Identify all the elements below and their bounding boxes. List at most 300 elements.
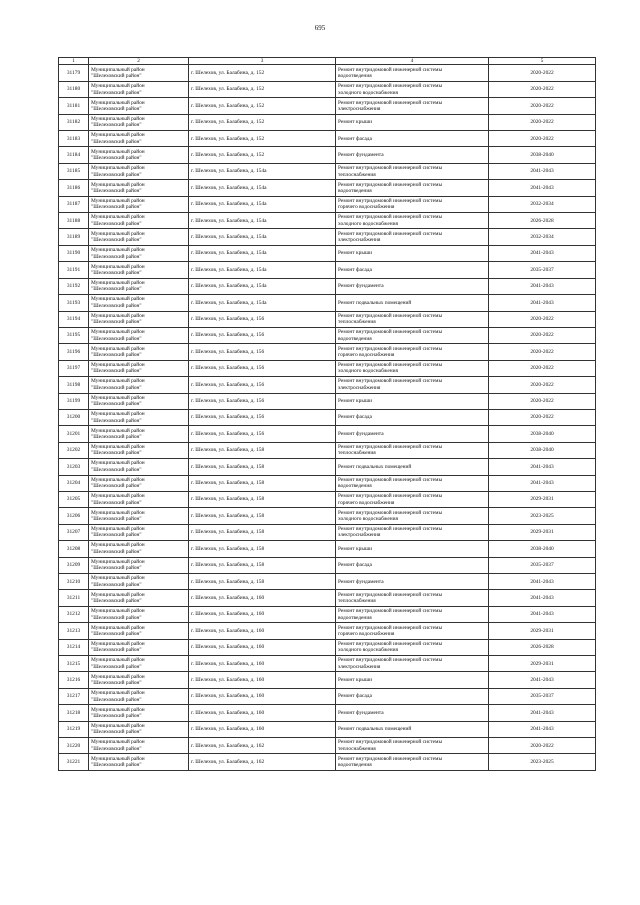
municipality-line: "Шелеховский район" [91, 253, 142, 260]
table-row [59, 196, 596, 212]
row-number-cell: 31190 [59, 245, 89, 261]
address-cell: г. Шелехов, ул. Балабина, д. 160 [189, 639, 336, 655]
work-type-line: водоотведения [338, 335, 372, 342]
work-type-cell [336, 606, 489, 622]
row-number-cell: 31186 [59, 180, 89, 196]
work-type-line: Ремонт подвальных помещений [338, 726, 412, 733]
municipality-cell [89, 574, 189, 590]
period-cell: 2020-2022 [489, 738, 596, 754]
work-type-cell [336, 311, 489, 327]
municipality-line: "Шелеховский район" [91, 630, 142, 637]
municipality-cell [89, 311, 189, 327]
municipality-line: Муниципальный район [91, 329, 145, 336]
address-cell: г. Шелехов, ул. Балабина, д. 152 [189, 98, 336, 114]
work-type-line: Ремонт внутридомовой инженерной системы [338, 378, 443, 385]
work-type-line: теплоснабжения [338, 319, 376, 326]
work-type-line: электроснабжения [338, 237, 381, 244]
column-header: 4 [336, 58, 489, 65]
municipality-cell [89, 409, 189, 425]
row-number-cell: 31210 [59, 574, 89, 590]
municipality-line: "Шелеховский район" [91, 105, 142, 112]
address-cell: г. Шелехов, ул. Балабина, д. 152 [189, 114, 336, 130]
page-number: 695 [314, 24, 326, 32]
table-row [59, 426, 596, 442]
row-number-cell: 31211 [59, 590, 89, 606]
work-type-cell [336, 688, 489, 704]
municipality-cell [89, 327, 189, 343]
work-type-cell [336, 98, 489, 114]
period-cell: 2020-2022 [489, 65, 596, 81]
period-cell: 2026-2028 [489, 213, 596, 229]
work-type-cell [336, 229, 489, 245]
municipality-cell [89, 721, 189, 737]
address-cell: г. Шелехов, ул. Балабина, д. 156 [189, 409, 336, 425]
row-number-cell: 31218 [59, 705, 89, 721]
municipality-line: Муниципальный район [91, 132, 145, 139]
municipality-line: Муниципальный район [91, 558, 145, 565]
municipality-line: Муниципальный район [91, 706, 145, 713]
row-number-cell: 31179 [59, 65, 89, 81]
table-row [59, 590, 596, 606]
work-type-line: Ремонт внутридомовой инженерной системы [338, 755, 443, 762]
address-cell: г. Шелехов, ул. Балабина, д. 154а [189, 229, 336, 245]
municipality-cell [89, 639, 189, 655]
work-type-line: холодного водоснабжения [338, 516, 398, 523]
period-cell: 2041-2043 [489, 721, 596, 737]
work-type-cell [336, 524, 489, 540]
period-cell: 2020-2022 [489, 344, 596, 360]
work-type-cell [336, 459, 489, 475]
municipality-cell [89, 656, 189, 672]
municipality-line: Муниципальный район [91, 345, 145, 352]
municipality-cell [89, 606, 189, 622]
row-number-cell: 31182 [59, 114, 89, 130]
table-row [59, 508, 596, 524]
work-type-line: Ремонт крыши [338, 398, 372, 405]
work-type-line: Ремонт внутридомовой инженерной системы [338, 509, 443, 516]
municipality-line: "Шелеховский район" [91, 712, 142, 719]
municipality-line: "Шелеховский район" [91, 286, 142, 293]
municipality-line: "Шелеховский район" [91, 745, 142, 752]
municipality-line: Муниципальный район [91, 460, 145, 467]
row-number-cell: 31221 [59, 754, 89, 770]
table-row [59, 574, 596, 590]
work-type-cell [336, 590, 489, 606]
address-cell: г. Шелехов, ул. Балабина, д. 160 [189, 721, 336, 737]
municipality-line: "Шелеховский район" [91, 647, 142, 654]
work-type-cell [336, 754, 489, 770]
municipality-cell [89, 147, 189, 163]
municipality-line: Муниципальный район [91, 197, 145, 204]
work-type-line: водоотведения [338, 483, 372, 490]
table-row [59, 524, 596, 540]
municipality-cell [89, 229, 189, 245]
row-number-cell: 31205 [59, 491, 89, 507]
table-row [59, 131, 596, 147]
work-type-cell [336, 344, 489, 360]
work-type-line: Ремонт фасада [338, 266, 372, 273]
period-cell: 2020-2022 [489, 327, 596, 343]
row-number-cell: 31215 [59, 656, 89, 672]
table-row [59, 377, 596, 393]
municipality-cell [89, 360, 189, 376]
address-cell: г. Шелехов, ул. Балабина, д. 154а [189, 262, 336, 278]
municipality-line: "Шелеховский район" [91, 352, 142, 359]
table-row [59, 623, 596, 639]
row-number-cell: 31212 [59, 606, 89, 622]
work-type-line: горячего водоснабжения [338, 499, 395, 506]
work-type-cell [336, 327, 489, 343]
municipality-cell [89, 491, 189, 507]
row-number-cell: 31191 [59, 262, 89, 278]
row-number-cell: 31200 [59, 409, 89, 425]
table-row [59, 459, 596, 475]
period-cell: 2041-2043 [489, 278, 596, 294]
work-type-line: теплоснабжения [338, 450, 376, 457]
municipality-line: "Шелеховский район" [91, 335, 142, 342]
municipality-line: "Шелеховский район" [91, 499, 142, 506]
work-type-line: Ремонт фундамента [338, 430, 384, 437]
work-type-cell [336, 278, 489, 294]
table-header-row [59, 58, 596, 65]
work-type-line: Ремонт крыши [338, 119, 372, 126]
municipality-line: Муниципальный район [91, 427, 145, 434]
work-type-cell [336, 623, 489, 639]
row-number-cell: 31193 [59, 295, 89, 311]
municipality-line: Муниципальный район [91, 214, 145, 221]
municipality-line: Муниципальный район [91, 526, 145, 533]
row-number-cell: 31217 [59, 688, 89, 704]
municipality-line: "Шелеховский район" [91, 401, 142, 408]
table-row [59, 491, 596, 507]
work-type-line: Ремонт внутридомовой инженерной системы [338, 66, 443, 73]
municipality-line: Муниципальный район [91, 755, 145, 762]
municipality-line: Муниципальный район [91, 247, 145, 254]
work-type-line: горячего водоснабжения [338, 352, 395, 359]
row-number-cell: 31184 [59, 147, 89, 163]
municipality-line: "Шелеховский район" [91, 89, 142, 96]
municipality-cell [89, 426, 189, 442]
municipality-line: Муниципальный район [91, 542, 145, 549]
municipality-line: "Шелеховский район" [91, 302, 142, 309]
address-cell: г. Шелехов, ул. Балабина, д. 160 [189, 623, 336, 639]
work-type-line: Ремонт крыши [338, 250, 372, 257]
municipality-line: Муниципальный район [91, 722, 145, 729]
municipality-line: "Шелеховский район" [91, 450, 142, 457]
period-cell: 2041-2043 [489, 475, 596, 491]
period-cell: 2023-2025 [489, 508, 596, 524]
work-type-line: электроснабжения [338, 105, 381, 112]
period-cell: 2020-2022 [489, 377, 596, 393]
municipality-line: Муниципальный район [91, 444, 145, 451]
work-type-line: холодного водоснабжения [338, 220, 398, 227]
municipality-line: Муниципальный район [91, 608, 145, 615]
work-type-line: электроснабжения [338, 663, 381, 670]
address-cell: г. Шелехов, ул. Балабина, д. 158 [189, 459, 336, 475]
table-body [59, 65, 596, 770]
municipality-line: Муниципальный район [91, 312, 145, 319]
work-type-line: Ремонт фасада [338, 562, 372, 569]
municipality-line: Муниципальный район [91, 739, 145, 746]
work-type-line: Ремонт внутридомовой инженерной системы [338, 444, 443, 451]
row-number-cell: 31202 [59, 442, 89, 458]
period-cell: 2038-2040 [489, 426, 596, 442]
work-type-cell [336, 196, 489, 212]
address-cell: г. Шелехов, ул. Балабина, д. 158 [189, 508, 336, 524]
row-number-cell: 31189 [59, 229, 89, 245]
work-type-line: Ремонт внутридомовой инженерной системы [338, 197, 443, 204]
row-number-cell: 31216 [59, 672, 89, 688]
address-cell: г. Шелехов, ул. Балабина, д. 154а [189, 180, 336, 196]
period-cell: 2023-2025 [489, 754, 596, 770]
row-number-cell: 31180 [59, 81, 89, 97]
address-cell: г. Шелехов, ул. Балабина, д. 160 [189, 590, 336, 606]
work-type-line: водоотведения [338, 73, 372, 80]
municipality-cell [89, 508, 189, 524]
work-type-line: Ремонт крыши [338, 676, 372, 683]
work-type-line: Ремонт внутридомовой инженерной системы [338, 181, 443, 188]
row-number-cell: 31208 [59, 541, 89, 557]
municipality-line: Муниципальный район [91, 673, 145, 680]
work-type-line: горячего водоснабжения [338, 630, 395, 637]
municipality-line: Муниципальный район [91, 509, 145, 516]
period-cell: 2038-2040 [489, 541, 596, 557]
municipality-line: "Шелеховский район" [91, 319, 142, 326]
work-type-cell [336, 426, 489, 442]
work-type-line: водоотведения [338, 614, 372, 621]
work-type-cell [336, 508, 489, 524]
address-cell: г. Шелехов, ул. Балабина, д. 160 [189, 672, 336, 688]
address-cell: г. Шелехов, ул. Балабина, д. 158 [189, 442, 336, 458]
municipality-cell [89, 81, 189, 97]
work-type-line: Ремонт внутридомовой инженерной системы [338, 591, 443, 598]
municipality-line: Муниципальный район [91, 296, 145, 303]
address-cell: г. Шелехов, ул. Балабина, д. 154а [189, 245, 336, 261]
address-cell: г. Шелехов, ул. Балабина, д. 158 [189, 491, 336, 507]
row-number-cell: 31219 [59, 721, 89, 737]
work-type-cell [336, 163, 489, 179]
row-number-cell: 31204 [59, 475, 89, 491]
row-number-cell: 31213 [59, 623, 89, 639]
address-cell: г. Шелехов, ул. Балабина, д. 160 [189, 705, 336, 721]
municipality-line: "Шелеховский район" [91, 516, 142, 523]
work-type-line: Ремонт внутридомовой инженерной системы [338, 214, 443, 221]
municipality-line: Муниципальный район [91, 230, 145, 237]
work-type-line: теплоснабжения [338, 171, 376, 178]
work-type-line: водоотведения [338, 762, 372, 769]
address-cell: г. Шелехов, ул. Балабина, д. 154а [189, 278, 336, 294]
period-cell: 2020-2022 [489, 131, 596, 147]
municipality-line: "Шелеховский район" [91, 220, 142, 227]
work-type-line: Ремонт внутридомовой инженерной системы [338, 526, 443, 533]
address-cell: г. Шелехов, ул. Балабина, д. 158 [189, 524, 336, 540]
work-type-line: Ремонт внутридомовой инженерной системы [338, 657, 443, 664]
municipality-cell [89, 623, 189, 639]
municipality-line: Муниципальный район [91, 362, 145, 369]
work-type-cell [336, 541, 489, 557]
period-cell: 2041-2043 [489, 705, 596, 721]
period-cell: 2032-2034 [489, 196, 596, 212]
municipality-line: "Шелеховский район" [91, 663, 142, 670]
row-number-cell: 31209 [59, 557, 89, 573]
period-cell: 2041-2043 [489, 459, 596, 475]
municipality-cell [89, 163, 189, 179]
period-cell: 2026-2028 [489, 639, 596, 655]
municipality-cell [89, 738, 189, 754]
row-number-cell: 31192 [59, 278, 89, 294]
period-cell: 2035-2037 [489, 557, 596, 573]
work-type-cell [336, 360, 489, 376]
address-cell: г. Шелехов, ул. Балабина, д. 162 [189, 738, 336, 754]
municipality-line: Муниципальный район [91, 165, 145, 172]
work-type-line: Ремонт внутридомовой инженерной системы [338, 329, 443, 336]
work-type-line: Ремонт фасада [338, 414, 372, 421]
work-type-line: Ремонт внутридомовой инженерной системы [338, 165, 443, 172]
period-cell: 2041-2043 [489, 245, 596, 261]
period-cell: 2041-2043 [489, 163, 596, 179]
period-cell: 2041-2043 [489, 590, 596, 606]
work-type-cell [336, 442, 489, 458]
work-type-cell [336, 245, 489, 261]
row-number-cell: 31187 [59, 196, 89, 212]
address-cell: г. Шелехов, ул. Балабина, д. 158 [189, 475, 336, 491]
period-cell: 2029-2031 [489, 623, 596, 639]
municipality-line: "Шелеховский район" [91, 171, 142, 178]
address-cell: г. Шелехов, ул. Балабина, д. 154а [189, 213, 336, 229]
address-cell: г. Шелехов, ул. Балабина, д. 152 [189, 65, 336, 81]
table-row [59, 475, 596, 491]
work-type-line: электроснабжения [338, 384, 381, 391]
work-type-cell [336, 262, 489, 278]
table-row [59, 163, 596, 179]
period-cell: 2041-2043 [489, 180, 596, 196]
municipality-line: Муниципальный район [91, 148, 145, 155]
table-row [59, 245, 596, 261]
municipality-line: "Шелеховский район" [91, 155, 142, 162]
work-type-cell [336, 656, 489, 672]
work-type-line: теплоснабжения [338, 745, 376, 752]
municipality-cell [89, 475, 189, 491]
municipality-cell [89, 442, 189, 458]
address-cell: г. Шелехов, ул. Балабина, д. 156 [189, 327, 336, 343]
municipality-line: Муниципальный район [91, 83, 145, 90]
table-row [59, 327, 596, 343]
municipality-line: "Шелеховский район" [91, 122, 142, 129]
municipality-cell [89, 295, 189, 311]
row-number-cell: 31183 [59, 131, 89, 147]
period-cell: 2041-2043 [489, 295, 596, 311]
repair-schedule-table [58, 57, 596, 771]
municipality-cell [89, 196, 189, 212]
work-type-line: Ремонт внутридомовой инженерной системы [338, 312, 443, 319]
municipality-line: Муниципальный район [91, 476, 145, 483]
table-row [59, 180, 596, 196]
period-cell: 2038-2040 [489, 147, 596, 163]
table-row [59, 672, 596, 688]
period-cell: 2029-2031 [489, 656, 596, 672]
municipality-cell [89, 590, 189, 606]
work-type-cell [336, 65, 489, 81]
address-cell: г. Шелехов, ул. Балабина, д. 156 [189, 393, 336, 409]
municipality-line: Муниципальный район [91, 690, 145, 697]
work-type-cell [336, 393, 489, 409]
row-number-cell: 31206 [59, 508, 89, 524]
table-row [59, 360, 596, 376]
work-type-line: Ремонт внутридомовой инженерной системы [338, 739, 443, 746]
municipality-cell [89, 393, 189, 409]
work-type-line: холодного водоснабжения [338, 647, 398, 654]
municipality-line: "Шелеховский район" [91, 565, 142, 572]
table-row [59, 114, 596, 130]
municipality-line: "Шелеховский район" [91, 581, 142, 588]
table-row [59, 147, 596, 163]
municipality-cell [89, 541, 189, 557]
municipality-line: Муниципальный район [91, 279, 145, 286]
municipality-line: Муниципальный район [91, 99, 145, 106]
address-cell: г. Шелехов, ул. Балабина, д. 158 [189, 557, 336, 573]
work-type-line: Ремонт фундамента [338, 709, 384, 716]
work-type-cell [336, 721, 489, 737]
address-cell: г. Шелехов, ул. Балабина, д. 152 [189, 131, 336, 147]
work-type-cell [336, 147, 489, 163]
period-cell: 2020-2022 [489, 409, 596, 425]
work-type-cell [336, 639, 489, 655]
municipality-cell [89, 754, 189, 770]
municipality-line: "Шелеховский район" [91, 368, 142, 375]
period-cell: 2038-2040 [489, 442, 596, 458]
municipality-line: "Шелеховский район" [91, 696, 142, 703]
municipality-line: "Шелеховский район" [91, 729, 142, 736]
address-cell: г. Шелехов, ул. Балабина, д. 160 [189, 606, 336, 622]
work-type-cell [336, 131, 489, 147]
row-number-cell: 31201 [59, 426, 89, 442]
row-number-cell: 31214 [59, 639, 89, 655]
municipality-line: "Шелеховский район" [91, 417, 142, 424]
row-number-cell: 31181 [59, 98, 89, 114]
period-cell: 2020-2022 [489, 98, 596, 114]
municipality-line: "Шелеховский район" [91, 532, 142, 539]
table-row [59, 409, 596, 425]
row-number-cell: 31220 [59, 738, 89, 754]
table-row [59, 262, 596, 278]
period-cell: 2041-2043 [489, 574, 596, 590]
municipality-line: "Шелеховский район" [91, 187, 142, 194]
municipality-cell [89, 65, 189, 81]
municipality-line: Муниципальный район [91, 115, 145, 122]
work-type-line: холодного водоснабжения [338, 368, 398, 375]
work-type-line: Ремонт внутридомовой инженерной системы [338, 624, 443, 631]
work-type-line: водоотведения [338, 187, 372, 194]
work-type-line: Ремонт внутридомовой инженерной системы [338, 608, 443, 615]
table-row [59, 393, 596, 409]
address-cell: г. Шелехов, ул. Балабина, д. 158 [189, 574, 336, 590]
municipality-line: "Шелеховский район" [91, 73, 142, 80]
address-cell: г. Шелехов, ул. Балабина, д. 154а [189, 196, 336, 212]
address-cell: г. Шелехов, ул. Балабина, д. 156 [189, 360, 336, 376]
municipality-line: Муниципальный район [91, 624, 145, 631]
work-type-cell [336, 672, 489, 688]
work-type-cell [336, 475, 489, 491]
municipality-line: Муниципальный район [91, 575, 145, 582]
work-type-line: Ремонт фундамента [338, 151, 384, 158]
municipality-cell [89, 459, 189, 475]
work-type-line: Ремонт фасада [338, 693, 372, 700]
municipality-line: "Шелеховский район" [91, 483, 142, 490]
municipality-cell [89, 245, 189, 261]
column-header: 1 [59, 58, 89, 65]
period-cell: 2035-2037 [489, 688, 596, 704]
column-header: 5 [489, 58, 596, 65]
